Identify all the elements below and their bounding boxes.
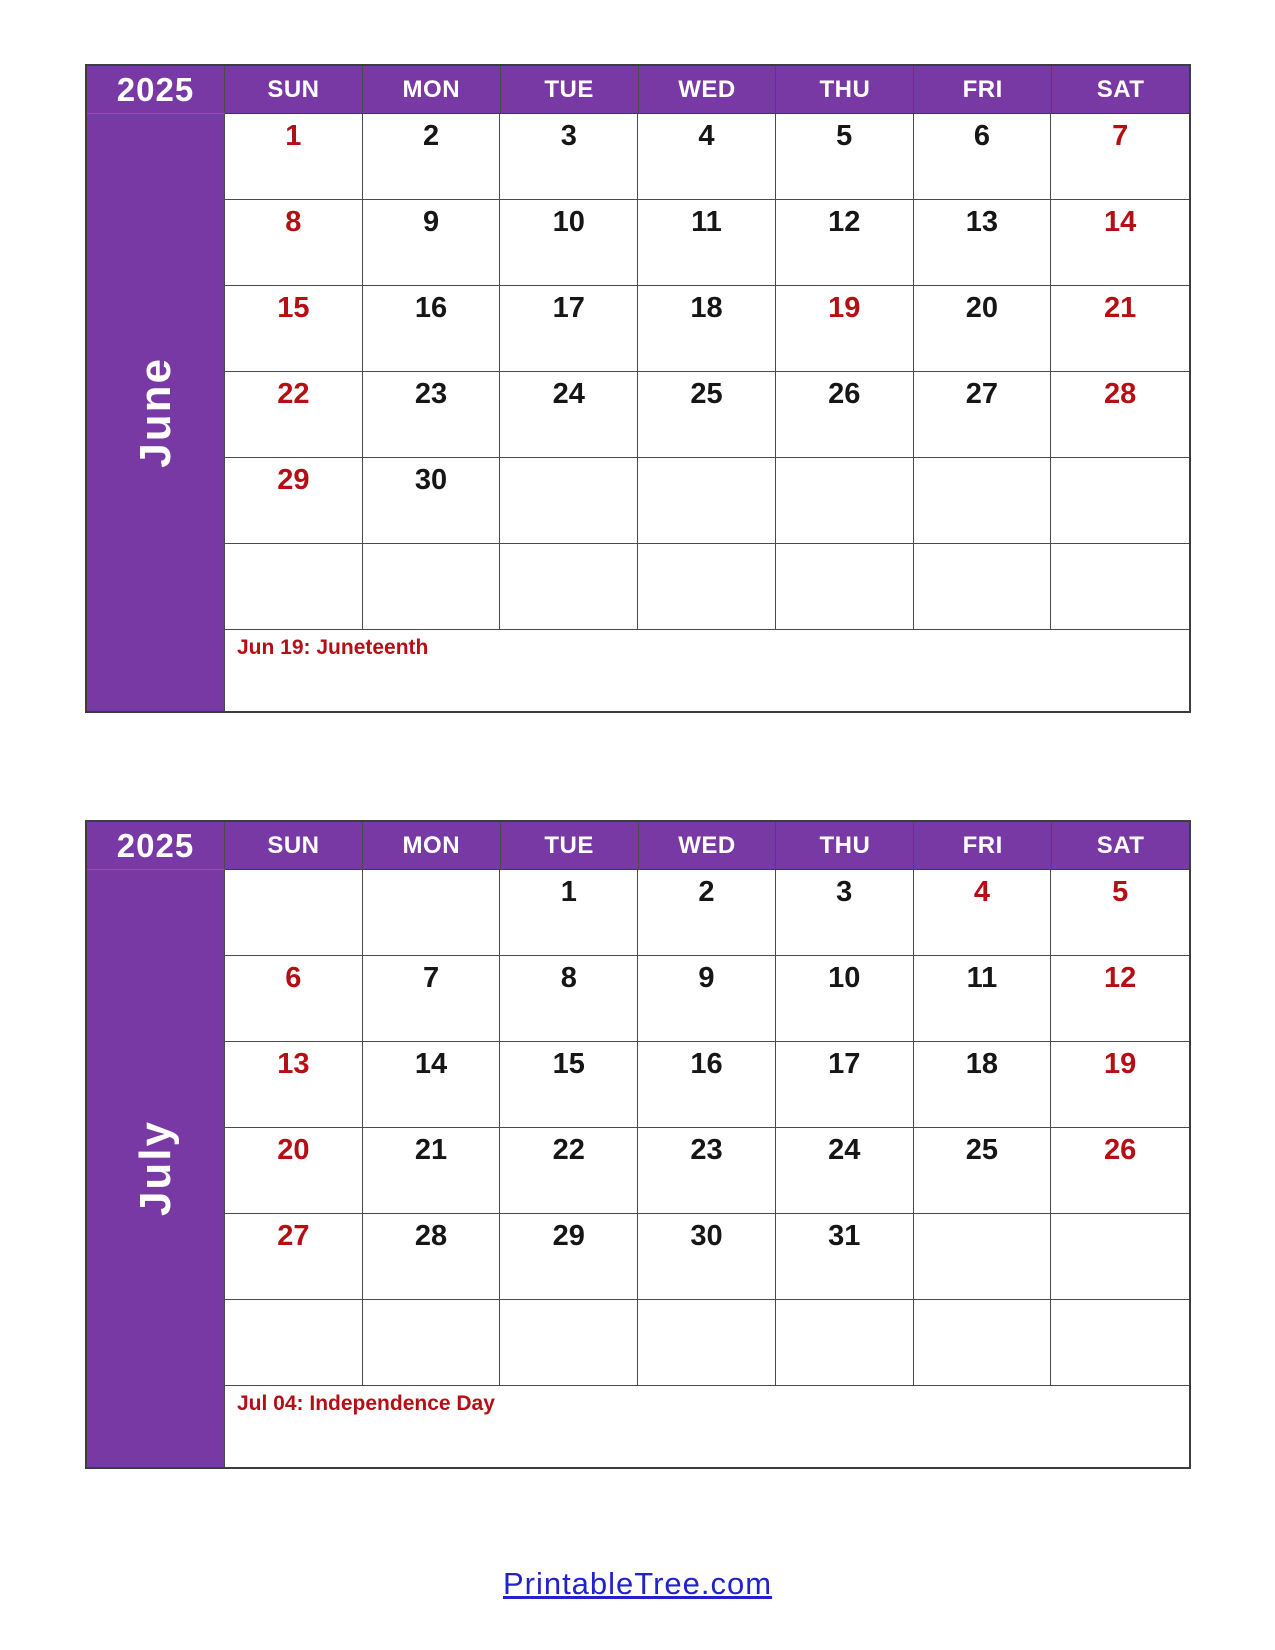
date-cell-july-19: 19 [1051, 1042, 1189, 1128]
month-label: July [130, 1120, 180, 1217]
date-cell-june-12: 12 [776, 200, 914, 286]
dates-grid [225, 870, 1189, 1386]
date-cell-empty [500, 544, 638, 630]
date-cell-june-13: 13 [914, 200, 1052, 286]
date-cell-june-16: 16 [363, 286, 501, 372]
date-cell-july-15: 15 [500, 1042, 638, 1128]
date-cell-empty [363, 544, 501, 630]
date-cell-july-22: 22 [500, 1128, 638, 1214]
holiday-note: Jun 19: Juneteenth [225, 630, 1189, 711]
date-cell-june-24: 24 [500, 372, 638, 458]
day-header-thu: THU [776, 66, 914, 114]
date-cell-july-1: 1 [500, 870, 638, 956]
date-cell-july-26: 26 [1051, 1128, 1189, 1214]
date-cell-july-12: 12 [1051, 956, 1189, 1042]
year-badge: 2025 [87, 66, 225, 114]
date-cell-empty [638, 458, 776, 544]
month-label: June [130, 357, 180, 468]
printabletree-link[interactable]: PrintableTree.com [502, 1566, 773, 1601]
day-header-wed: WED [639, 822, 777, 870]
date-cell-july-25: 25 [914, 1128, 1052, 1214]
date-cell-july-24: 24 [776, 1128, 914, 1214]
date-cell-june-10: 10 [500, 200, 638, 286]
day-header-thu: THU [776, 822, 914, 870]
date-cell-june-30: 30 [363, 458, 501, 544]
date-cell-june-18: 18 [638, 286, 776, 372]
date-cell-july-20: 20 [225, 1128, 363, 1214]
day-header-mon: MON [363, 822, 501, 870]
date-cell-july-4: 4 [914, 870, 1052, 956]
date-cell-june-22: 22 [225, 372, 363, 458]
date-cell-june-26: 26 [776, 372, 914, 458]
day-header-sun: SUN [225, 66, 363, 114]
date-cell-empty [776, 458, 914, 544]
date-cell-empty [914, 1300, 1052, 1386]
date-cell-empty [225, 544, 363, 630]
date-cell-empty [1051, 1214, 1189, 1300]
dates-grid [225, 114, 1189, 630]
date-cell-july-11: 11 [914, 956, 1052, 1042]
date-cell-july-10: 10 [776, 956, 914, 1042]
date-cell-july-18: 18 [914, 1042, 1052, 1128]
date-cell-empty [638, 1300, 776, 1386]
date-cell-june-21: 21 [1051, 286, 1189, 372]
date-cell-empty [500, 458, 638, 544]
date-cell-july-2: 2 [638, 870, 776, 956]
date-cell-june-7: 7 [1051, 114, 1189, 200]
dates-area [225, 114, 1189, 711]
calendar-june-2025 [85, 64, 1191, 713]
day-header-sun: SUN [225, 822, 363, 870]
date-cell-july-21: 21 [363, 1128, 501, 1214]
date-cell-empty [776, 544, 914, 630]
date-cell-june-2: 2 [363, 114, 501, 200]
date-cell-july-7: 7 [363, 956, 501, 1042]
calendar-body [87, 114, 1189, 711]
day-header-wed: WED [639, 66, 777, 114]
calendar-body [87, 870, 1189, 1467]
date-cell-july-14: 14 [363, 1042, 501, 1128]
date-cell-empty [225, 870, 363, 956]
date-cell-june-28: 28 [1051, 372, 1189, 458]
date-cell-empty [363, 1300, 501, 1386]
date-cell-july-23: 23 [638, 1128, 776, 1214]
date-cell-june-6: 6 [914, 114, 1052, 200]
month-sidebar [87, 114, 225, 711]
date-cell-june-15: 15 [225, 286, 363, 372]
date-cell-july-6: 6 [225, 956, 363, 1042]
date-cell-july-30: 30 [638, 1214, 776, 1300]
date-cell-june-25: 25 [638, 372, 776, 458]
date-cell-july-31: 31 [776, 1214, 914, 1300]
date-cell-july-17: 17 [776, 1042, 914, 1128]
date-cell-july-8: 8 [500, 956, 638, 1042]
date-cell-empty [914, 1214, 1052, 1300]
site-footer [0, 1566, 1275, 1602]
date-cell-empty [1051, 544, 1189, 630]
calendar-header-row [87, 66, 1189, 114]
date-cell-july-29: 29 [500, 1214, 638, 1300]
date-cell-june-9: 9 [363, 200, 501, 286]
date-cell-july-5: 5 [1051, 870, 1189, 956]
date-cell-june-17: 17 [500, 286, 638, 372]
dates-area [225, 870, 1189, 1467]
date-cell-empty [914, 544, 1052, 630]
day-header-fri: FRI [914, 66, 1052, 114]
date-cell-june-20: 20 [914, 286, 1052, 372]
date-cell-june-11: 11 [638, 200, 776, 286]
date-cell-june-1: 1 [225, 114, 363, 200]
calendar-july-2025 [85, 820, 1191, 1469]
day-header-sat: SAT [1052, 66, 1189, 114]
day-header-sat: SAT [1052, 822, 1189, 870]
date-cell-june-8: 8 [225, 200, 363, 286]
year-badge: 2025 [87, 822, 225, 870]
date-cell-june-4: 4 [638, 114, 776, 200]
date-cell-july-9: 9 [638, 956, 776, 1042]
date-cell-july-13: 13 [225, 1042, 363, 1128]
date-cell-july-16: 16 [638, 1042, 776, 1128]
date-cell-empty [776, 1300, 914, 1386]
date-cell-june-27: 27 [914, 372, 1052, 458]
date-cell-june-3: 3 [500, 114, 638, 200]
date-cell-june-23: 23 [363, 372, 501, 458]
date-cell-july-27: 27 [225, 1214, 363, 1300]
day-header-tue: TUE [501, 822, 639, 870]
day-header-tue: TUE [501, 66, 639, 114]
date-cell-july-3: 3 [776, 870, 914, 956]
date-cell-june-5: 5 [776, 114, 914, 200]
date-cell-june-29: 29 [225, 458, 363, 544]
date-cell-empty [225, 1300, 363, 1386]
date-cell-june-14: 14 [1051, 200, 1189, 286]
day-header-fri: FRI [914, 822, 1052, 870]
date-cell-june-19: 19 [776, 286, 914, 372]
date-cell-empty [914, 458, 1052, 544]
date-cell-empty [638, 544, 776, 630]
date-cell-empty [363, 870, 501, 956]
date-cell-july-28: 28 [363, 1214, 501, 1300]
date-cell-empty [1051, 1300, 1189, 1386]
date-cell-empty [1051, 458, 1189, 544]
month-sidebar [87, 870, 225, 1467]
holiday-note: Jul 04: Independence Day [225, 1386, 1189, 1467]
calendar-header-row [87, 822, 1189, 870]
day-header-mon: MON [363, 66, 501, 114]
date-cell-empty [500, 1300, 638, 1386]
